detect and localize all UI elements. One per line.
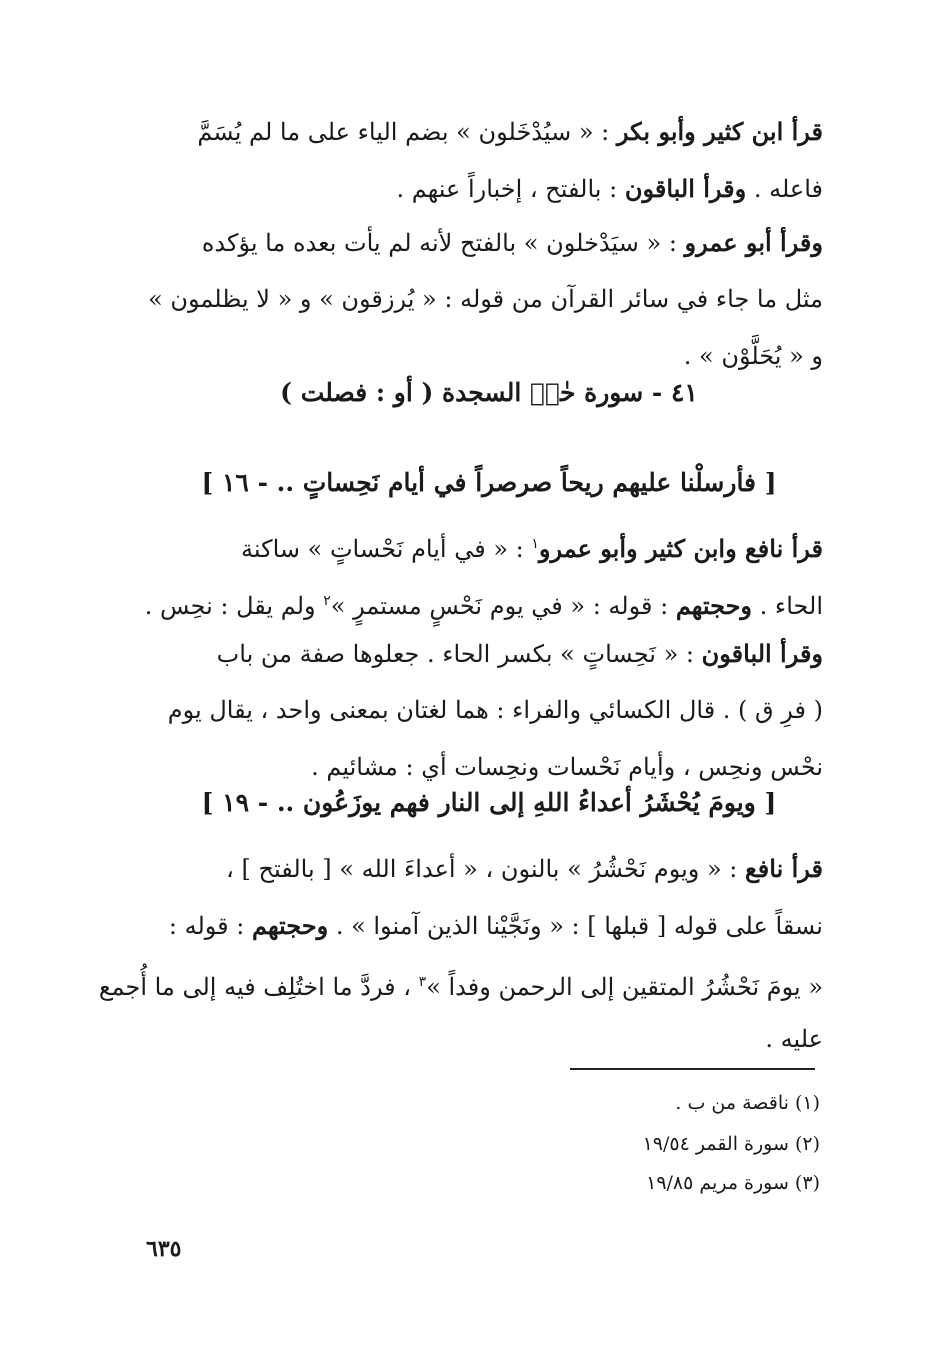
footnote-divider — [570, 1068, 815, 1070]
footnote-2: (٢) سورة القمر ١٩/٥٤ — [642, 1133, 820, 1155]
paragraph-nafi-ibn-kathir-abu-amr — [144, 516, 823, 630]
text-line: نحْس ونحِس ، وأيام نَحْسات ونحِسات أي : مشائيم . — [311, 753, 823, 781]
text-line — [155, 897, 823, 954]
paragraph-nafi — [98, 840, 823, 1068]
text-line: عليه . — [765, 1025, 823, 1053]
text-line — [155, 214, 823, 271]
line-text: : « سيُدْخَلون » بضم الياء على ما لم يُسَمَّ — [197, 118, 617, 146]
text-line — [144, 573, 823, 630]
line-text: : بالفتح ، إخباراً عنهم . — [396, 175, 625, 203]
line-text: : « نَحِساتٍ » بكسر الحاء . جعلوها صفة من باب — [216, 640, 702, 668]
surah-title: ٤١ - سورة حٰمۤ السجدة ( أو : فصلت ) — [280, 378, 698, 407]
footnote-1: (١) ناقصة من ب . — [675, 1092, 820, 1114]
line-text: : « في أيام نَحْساتٍ » ساكنة — [241, 535, 532, 563]
verse-heading-19: [ ويومَ يُحْشَرُ أعداءُ اللهِ إلى النار فهم يوزَعُون .. - ١٩ ] — [201, 788, 777, 817]
text-line: ( فرِ ق ) . قال الكسائي والفراء : هما لغتان بمعنى واحد ، يقال يوم — [167, 696, 823, 724]
text-line — [155, 160, 823, 217]
line-text: : « ويوم نَحْشُرُ » بالنون ، « أعداءَ الله » [ بالفتح ] ، — [226, 855, 746, 883]
page-number: ٦٣٥ — [146, 1236, 182, 1262]
text-line: و « يُحَلَّوْن » . — [683, 342, 823, 370]
paragraph-al-baqun — [155, 625, 823, 796]
footnote-ref: ٣ — [418, 974, 427, 990]
text-line: مثل ما جاء في سائر القرآن من قوله : « يُرزقون » و « لا يظلمون » — [148, 285, 823, 313]
paragraph-abu-amr — [148, 214, 823, 385]
footnote-ref: ١ — [531, 536, 539, 552]
argument-label: وحجتهم — [251, 911, 329, 940]
argument-label: وحجتهم — [675, 591, 753, 620]
text-line — [155, 840, 823, 897]
line-text: « يومَ نَحْشُرُ المتقين إلى الرحمن وفداً » — [426, 973, 823, 1001]
text-line — [155, 516, 823, 573]
text-line — [98, 954, 823, 1011]
reader-name: وقرأ الباقون — [701, 639, 823, 668]
line-text: فاعله . — [746, 175, 823, 203]
line-text: : « سيَدْخلون » بالفتح لأنه لم يأت بعده ما يؤكده — [201, 229, 685, 257]
reader-name: قرأ نافع — [745, 854, 823, 883]
line-text: الحاء . — [752, 592, 823, 620]
reader-name: وقرأ أبو عمرو — [684, 228, 823, 257]
line-text: نسقاً على قوله [ قبلها ] : « ونَجَّيْنا الذين آمنوا » . — [328, 912, 823, 940]
reader-name: قرأ ابن كثير وأبو بكر — [616, 117, 823, 146]
text-line — [155, 103, 823, 160]
verse-heading-16: [ فأرسلْنا عليهم ريحاً صرصراً في أيام نَحِساتٍ .. - ١٦ ] — [201, 468, 777, 497]
text-line — [155, 625, 823, 682]
footnote-3: (٣) سورة مريم ١٩/٨٥ — [646, 1172, 820, 1194]
line-text: : قوله : « في يوم نَحْسٍ مستمرٍ » — [330, 592, 676, 620]
reader-name: قرأ نافع وابن كثير وأبو عمرو — [538, 534, 823, 563]
line-text: ولم يقل : نحِس . — [144, 592, 324, 620]
line-text: : قوله : — [168, 912, 252, 940]
paragraph-ibn-kathir-abu-bakr — [155, 103, 823, 217]
footnote-ref: ٢ — [323, 593, 331, 609]
line-text: ، فردَّ ما اختُلِف فيه إلى ما أُجمع — [98, 973, 419, 1001]
reader-name: وقرأ الباقون — [624, 174, 747, 203]
